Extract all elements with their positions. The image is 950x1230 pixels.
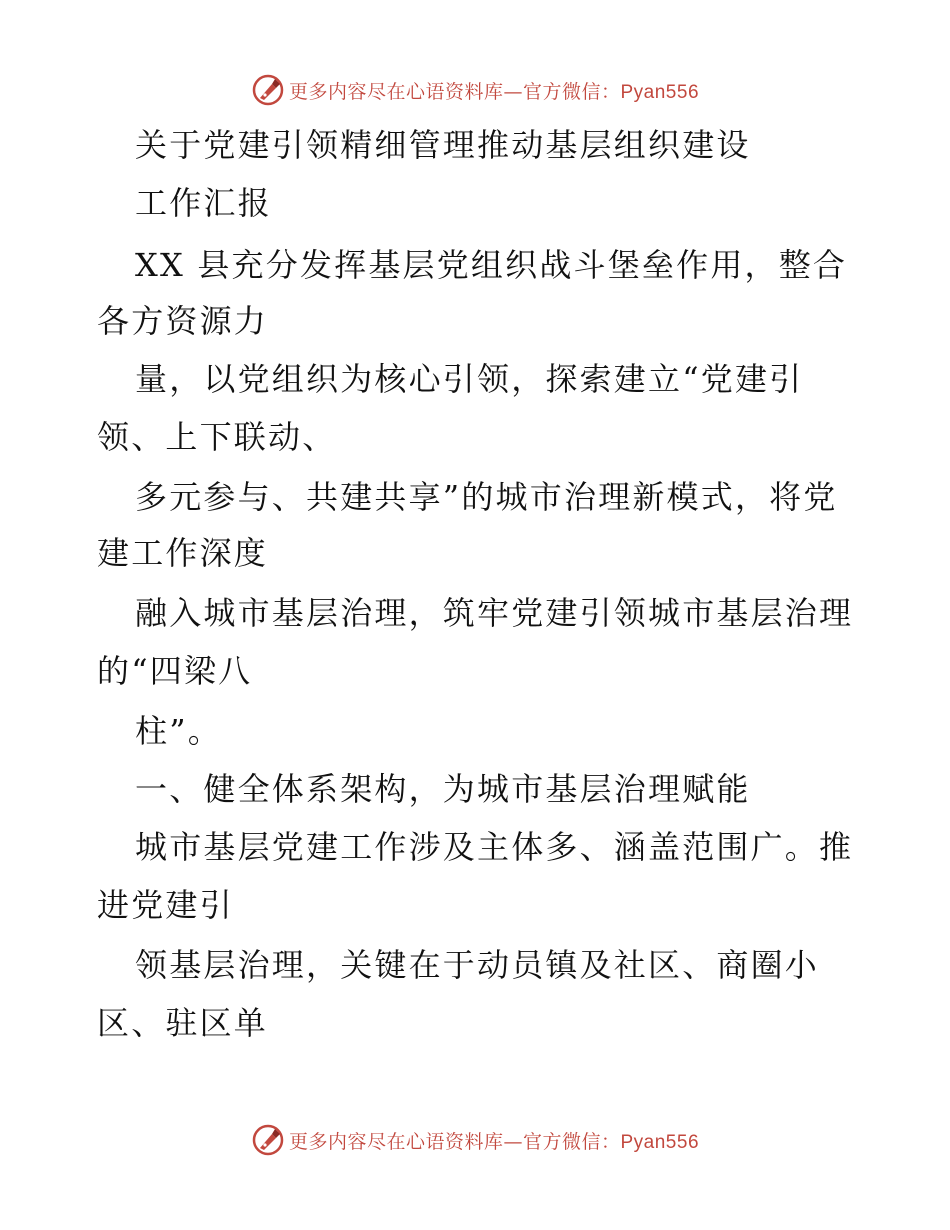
paragraph-line: 进党建引 — [97, 886, 234, 924]
pen-nib-logo-icon — [251, 1123, 285, 1157]
paragraph-line: XX 县充分发挥基层党组织战斗堡垒作用，整合 — [135, 246, 848, 284]
paragraph-line: 多元参与、共建共享”的城市治理新模式，将党 — [135, 478, 838, 516]
paragraph-line: 区、驻区单 — [97, 1004, 269, 1042]
paragraph-line: 领、上下联动、 — [97, 418, 337, 456]
paragraph-line: 领基层治理，关键在于动员镇及社区、商圈小 — [135, 946, 820, 984]
document-title-line-2: 工作汇报 — [135, 184, 272, 222]
paragraph-line: 量，以党组织为核心引领，探索建立“党建引 — [135, 360, 804, 398]
watermark-text — [289, 1127, 699, 1154]
paragraph-line: 城市基层党建工作涉及主体多、涵盖范围广。推 — [135, 828, 854, 866]
watermark-prefix: 更多内容尽在心语资料库—官方微信： — [288, 80, 621, 103]
header-watermark — [0, 70, 950, 110]
watermark-text — [289, 77, 699, 104]
paragraph-line: 各方资源力 — [97, 302, 269, 340]
document-title-line-1: 关于党建引领精细管理推动基层组织建设 — [135, 126, 751, 164]
watermark-handle: Pyan556 — [620, 1131, 700, 1153]
paragraph-line: 建工作深度 — [97, 534, 269, 572]
paragraph-line: 的“四梁八 — [97, 652, 253, 690]
paragraph-line: 柱”。 — [135, 712, 222, 750]
watermark-prefix: 更多内容尽在心语资料库—官方微信： — [288, 1130, 621, 1153]
pen-nib-logo-icon — [251, 73, 285, 107]
section-heading: 一、健全体系架构，为城市基层治理赋能 — [135, 770, 751, 808]
watermark-handle: Pyan556 — [620, 81, 700, 103]
paragraph-line: 融入城市基层治理，筑牢党建引领城市基层治理 — [135, 594, 854, 632]
footer-watermark — [0, 1120, 950, 1160]
